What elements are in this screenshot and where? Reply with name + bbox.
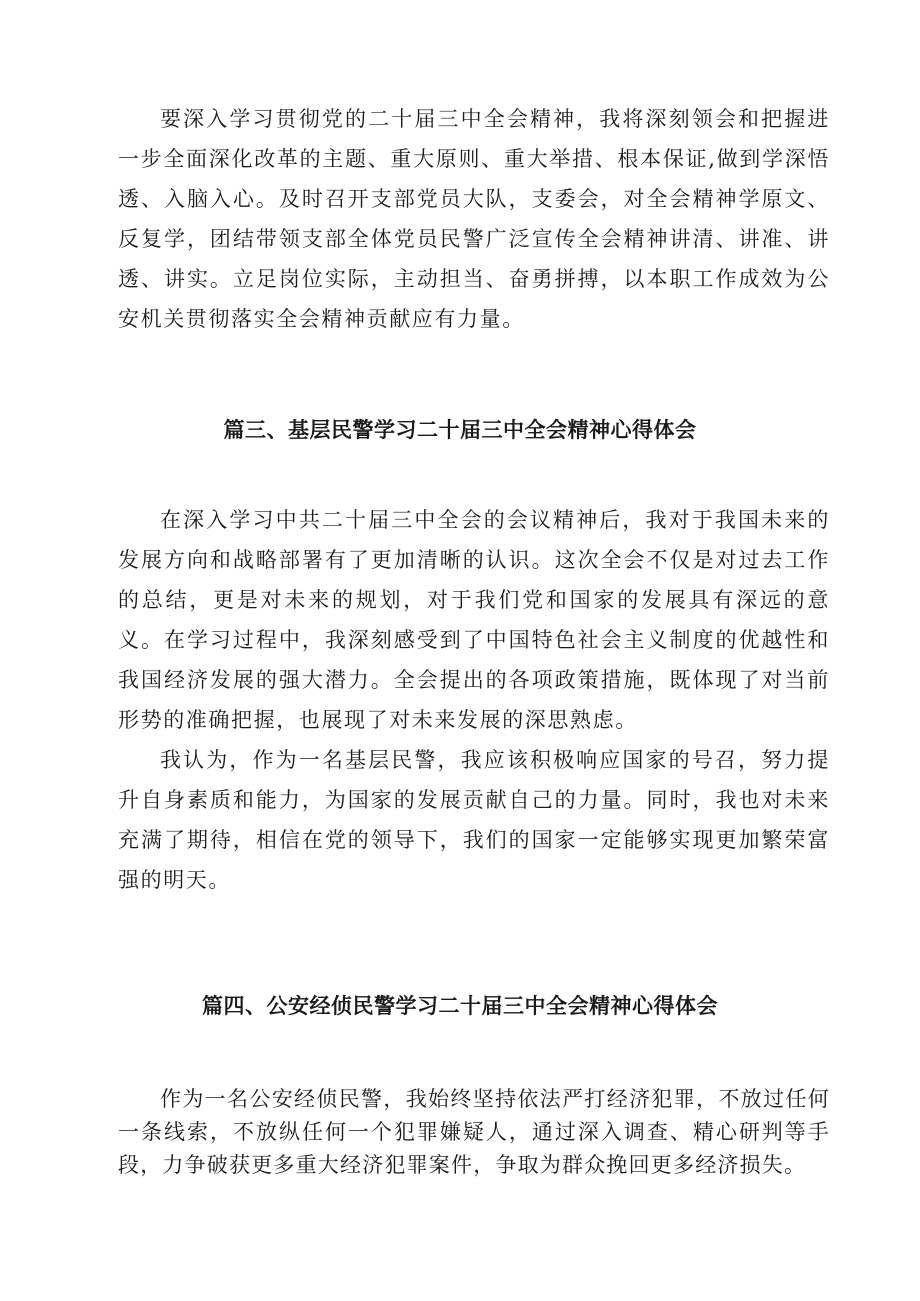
section-heading-3: 篇三、基层民警学习二十届三中全会精神心得体会 [223, 418, 697, 442]
intro-section [118, 99, 830, 339]
section-4-body [118, 1083, 830, 1182]
section-heading-4: 篇四、公安经侦民警学习二十届三中全会精神心得体会 [202, 994, 718, 1018]
paragraph: 在深入学习中共二十届三中全会的会议精神后，我对于我国未来的发展方向和战略部署有了更加清晰的认识。这次全会不仅是对过去工作的总结，更是对未来的规划，对于我们党和国家的发展具有深远的意义。在学习过程中，我深刻感受到了中国特色社会主义制度的优越性和我国经济发展的强大潜力。全会提出的各项政策措施，既体现了对当前形势的准确把握，也展现了对未来发展的深思熟虑。 [118, 508, 830, 732]
paragraph: 要深入学习贯彻党的二十届三中全会精神，我将深刻领会和把握进一步全面深化改革的主题、重大原则、重大举措、根本保证,做到学深悟透、入脑入心。及时召开支部党员大队，支委会，对全会精神学原文、反复学，团结带领支部全体党员民警广泛宣传全会精神讲清、讲准、讲透、讲实。立足岗位实际，主动担当、奋勇拼搏，以本职工作成效为公安机关贯彻落实全会精神贡献应有力量。 [118, 107, 830, 331]
paragraph: 作为一名公安经侦民警，我始终坚持依法严打经济犯罪，不放过任何一条线索，不放纵任何一个犯罪嫌疑人，通过深入调查、精心研判等手段，力争破获更多重大经济犯罪案件，争取为群众挽回更多经济损失。 [118, 1087, 830, 1177]
section-3-body [118, 500, 830, 900]
paragraph: 我认为，作为一名基层民警，我应该积极响应国家的号召，努力提升自身素质和能力，为国家的发展贡献自己的力量。同时，我也对未来充满了期待，相信在党的领导下，我们的国家一定能够实现更加繁荣富强的明天。 [118, 748, 830, 892]
